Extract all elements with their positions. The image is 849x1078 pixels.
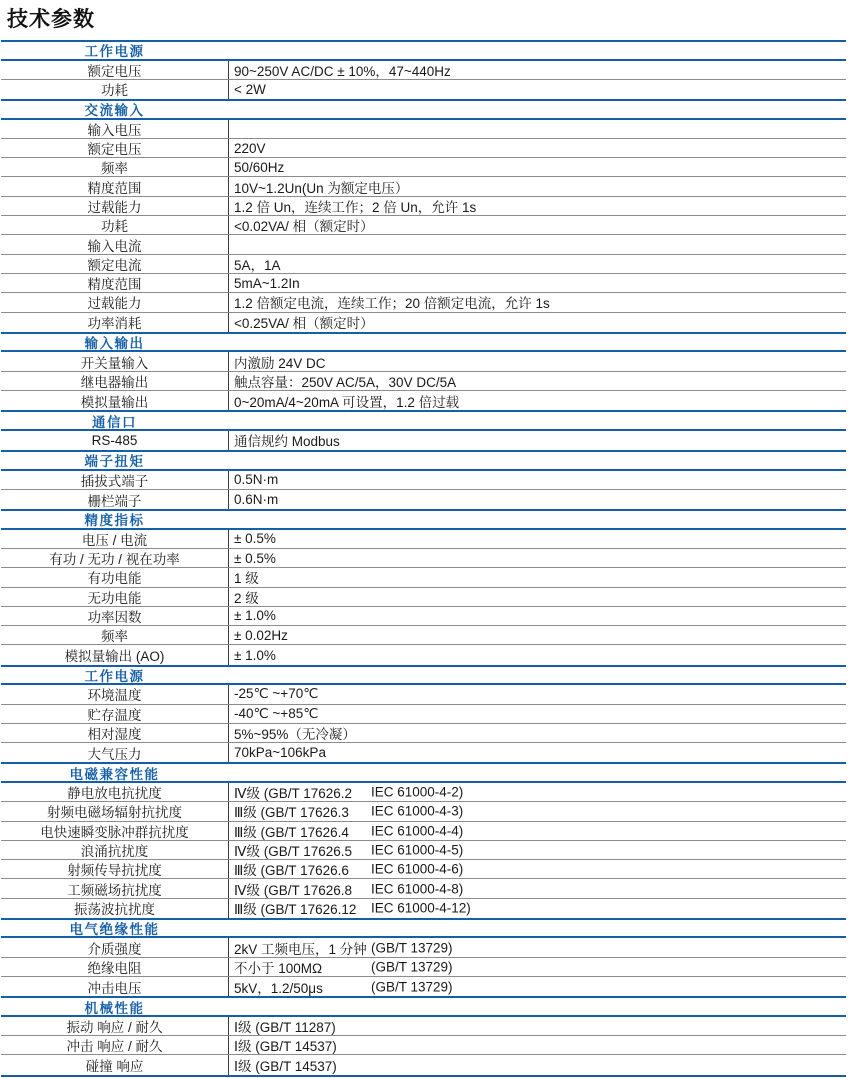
table-row	[1, 626, 846, 645]
param-value-text: <0.25VA/ 相（额定时）	[234, 316, 374, 332]
param-value	[228, 216, 846, 234]
param-label: 额定电压	[87, 63, 142, 79]
section-header: 交流输入	[84, 103, 145, 119]
table-row	[1, 841, 846, 860]
param-label: 过载能力	[87, 199, 142, 215]
param-value-standard-ref: (GB/T 13729)	[371, 940, 453, 956]
param-value	[228, 743, 846, 762]
param-value	[228, 158, 846, 176]
param-value-standard-ref: (GB/T 13729)	[371, 979, 453, 995]
param-label: 模拟量输出	[80, 394, 149, 410]
section-header-row	[1, 918, 846, 939]
param-label: 有功电能	[87, 571, 142, 587]
table-row	[1, 802, 846, 821]
section-header-row	[1, 40, 846, 61]
table-row	[1, 372, 846, 391]
spec-table	[1, 40, 846, 1077]
param-label: 射频传导抗扰度	[67, 863, 162, 879]
table-row	[1, 685, 846, 704]
param-value-text: ± 0.5%	[234, 550, 276, 566]
param-label: 冲击 响应 / 耐久	[66, 1039, 163, 1055]
param-value-standard-ref: IEC 61000-4-5)	[371, 842, 464, 858]
section-header-spacer	[228, 920, 846, 937]
table-row	[1, 293, 846, 312]
param-value	[228, 352, 846, 370]
table-row	[1, 549, 846, 568]
section-header-spacer	[228, 667, 846, 684]
param-value-text: 5mA~1.2In	[234, 275, 300, 291]
param-value-text: 0~20mA/4~20mA 可设置，1.2 倍过载	[234, 394, 460, 410]
table-row	[1, 197, 846, 216]
param-label: 栅栏端子	[87, 493, 142, 509]
param-label: 介质强度	[87, 941, 142, 957]
table-row	[1, 120, 846, 139]
param-value-text: 90~250V AC/DC ± 10%，47~440Hz	[234, 63, 451, 79]
param-label: 工频磁场抗扰度	[67, 882, 162, 898]
param-value	[228, 626, 846, 644]
table-row	[1, 1036, 846, 1055]
table-row	[1, 743, 846, 762]
table-row	[1, 899, 846, 918]
param-value	[228, 471, 846, 489]
table-row	[1, 705, 846, 724]
param-value-text: -40℃ ~+85℃	[234, 705, 319, 721]
section-header: 输入输出	[84, 336, 145, 352]
table-row	[1, 391, 846, 410]
table-row	[1, 938, 846, 957]
param-label: 冲击电压	[87, 980, 142, 996]
param-value-text: Ⅲ级 (GB/T 17626.12	[234, 902, 357, 918]
param-value-text: < 2W	[234, 81, 266, 97]
table-row	[1, 860, 846, 879]
section-header-row	[1, 762, 846, 783]
param-value	[228, 530, 846, 548]
section-header-spacer	[228, 334, 846, 351]
param-value-text: ± 0.5%	[234, 531, 276, 547]
section-header-spacer	[228, 42, 846, 59]
section-header-row	[1, 332, 846, 353]
param-label: 频率	[101, 629, 128, 645]
section-header: 工作电源	[84, 668, 145, 684]
param-label: 继电器输出	[80, 374, 149, 390]
table-row	[1, 158, 846, 177]
param-value	[228, 645, 846, 664]
table-row	[1, 645, 846, 664]
param-value-standard-ref: IEC 61000-4-12)	[371, 900, 471, 916]
param-value	[228, 139, 846, 157]
param-value	[228, 372, 846, 390]
param-value-text: 10V~1.2Un(Un 为额定电压）	[234, 180, 409, 196]
param-value	[228, 802, 846, 820]
section-header: 电磁兼容性能	[69, 766, 160, 782]
param-value	[228, 1055, 846, 1074]
table-row	[1, 80, 846, 99]
param-value-text: Ⅲ级 (GB/T 17626.6	[234, 863, 349, 879]
table-row	[1, 1017, 846, 1036]
param-value-text: 2 级	[234, 590, 259, 606]
section-header-spacer	[228, 764, 846, 781]
param-value-standard-ref: (GB/T 13729)	[371, 959, 453, 975]
table-row	[1, 783, 846, 802]
param-value	[228, 120, 846, 138]
param-value	[228, 977, 846, 996]
param-value-text: 220V	[234, 140, 266, 156]
section-header: 工作电源	[84, 44, 145, 60]
param-label: 开关量输入	[80, 355, 149, 371]
param-value	[228, 783, 846, 801]
table-row	[1, 977, 846, 996]
param-value-text: 50/60Hz	[234, 159, 285, 175]
param-value	[228, 705, 846, 723]
table-row	[1, 588, 846, 607]
param-value	[228, 80, 846, 99]
param-value-text: Ⅳ级 (GB/T 17626.8	[234, 882, 353, 898]
param-value-standard-ref: IEC 61000-4-3)	[371, 803, 464, 819]
param-value-text: Ⅲ级 (GB/T 17626.3	[234, 805, 349, 821]
table-row	[1, 255, 846, 274]
param-value-standard-ref: IEC 61000-4-6)	[371, 861, 464, 877]
param-label: 有功 / 无功 / 视在功率	[49, 552, 180, 568]
param-value	[228, 607, 846, 625]
param-value	[228, 391, 846, 410]
table-row	[1, 216, 846, 235]
param-label: 电快速瞬变脉冲群抗扰度	[40, 824, 189, 840]
param-value-text: 1.2 倍 Un，连续工作；2 倍 Un，允许 1s	[234, 199, 477, 215]
table-row	[1, 607, 846, 626]
param-value	[228, 938, 846, 956]
param-label: 功耗	[101, 219, 128, 235]
table-row	[1, 530, 846, 549]
param-label: 功率消耗	[87, 316, 142, 332]
param-value-text: 通信规约 Modbus	[234, 434, 340, 450]
param-value-standard-ref: IEC 61000-4-2)	[371, 784, 464, 800]
param-label: 贮存温度	[87, 707, 142, 723]
section-header: 通信口	[92, 414, 137, 430]
table-row	[1, 822, 846, 841]
param-label: 模拟量输出 (AO)	[64, 649, 165, 665]
param-value-text: -25℃ ~+70℃	[234, 686, 319, 702]
param-label: 相对湿度	[87, 726, 142, 742]
page-title: 技术参数	[7, 8, 95, 31]
param-label: 振荡波抗扰度	[74, 902, 155, 918]
section-header-spacer	[228, 511, 846, 528]
param-value-text: Ⅰ级 (GB/T 14537)	[234, 1059, 337, 1075]
table-row	[1, 177, 846, 196]
param-value-text: ± 1.0%	[234, 647, 276, 663]
table-row	[1, 879, 846, 898]
param-value	[228, 197, 846, 215]
param-value-text: Ⅳ级 (GB/T 17626.5	[234, 843, 353, 859]
param-label: 大气压力	[87, 746, 142, 762]
table-row	[1, 471, 846, 490]
param-value-text: 1.2 倍额定电流，连续工作；20 倍额定电流，允许 1s	[234, 296, 550, 312]
param-value	[228, 685, 846, 703]
param-value	[228, 588, 846, 606]
param-value-standard-ref: IEC 61000-4-8)	[371, 881, 464, 897]
param-value	[228, 1036, 846, 1054]
param-label: 环境温度	[87, 688, 142, 704]
param-label: 射频电磁场辐射抗扰度	[47, 805, 182, 821]
param-value-text: 2kV 工频电压，1 分钟	[234, 941, 367, 957]
param-value-text: Ⅲ级 (GB/T 17626.4	[234, 824, 349, 840]
param-value	[228, 860, 846, 878]
param-value-text: 0.5N·m	[234, 472, 279, 488]
param-label: 绝缘电阻	[87, 960, 142, 976]
param-label: 静电放电抗扰度	[67, 786, 162, 802]
param-label: 频率	[101, 161, 128, 177]
param-value	[228, 177, 846, 195]
section-header: 机械性能	[84, 1000, 145, 1016]
section-header: 精度指标	[84, 513, 145, 529]
param-value	[228, 235, 846, 253]
param-value	[228, 958, 846, 976]
table-row	[1, 958, 846, 977]
param-value	[228, 822, 846, 840]
param-value-text: Ⅰ级 (GB/T 14537)	[234, 1039, 337, 1055]
param-value-text: Ⅰ级 (GB/T 11287)	[234, 1020, 336, 1036]
param-value	[228, 899, 846, 918]
param-value-text: 0.6N·m	[234, 491, 279, 507]
param-label: 振动 响应 / 耐久	[66, 1020, 163, 1036]
param-value-text: 5%~95%（无冷凝）	[234, 726, 356, 742]
param-value	[228, 313, 846, 332]
table-row	[1, 235, 846, 254]
param-value-text: <0.02VA/ 相（额定时）	[234, 219, 374, 235]
section-header-row	[1, 99, 846, 120]
param-label: 输入电流	[87, 238, 142, 254]
param-value-standard-ref: IEC 61000-4-4)	[371, 823, 464, 839]
table-row	[1, 274, 846, 293]
param-value-text: 触点容量：250V AC/5A，30V DC/5A	[234, 374, 457, 390]
param-label: 精度范围	[87, 277, 142, 293]
param-label: 无功电能	[87, 590, 142, 606]
table-row	[1, 568, 846, 587]
table-row	[1, 431, 846, 450]
section-header-spacer	[228, 101, 846, 118]
param-value-text: 70kPa~106kPa	[234, 745, 326, 761]
param-label: 过载能力	[87, 296, 142, 312]
param-value-text: 5A，1A	[234, 257, 281, 273]
param-label: 精度范围	[87, 180, 142, 196]
param-value	[228, 549, 846, 567]
param-value	[228, 568, 846, 586]
param-label: 电压 / 电流	[81, 532, 148, 548]
section-header-spacer	[228, 998, 846, 1015]
param-value	[228, 61, 846, 79]
param-value	[228, 724, 846, 742]
param-value	[228, 841, 846, 859]
table-row	[1, 352, 846, 371]
section-header-spacer	[228, 412, 846, 429]
table-row	[1, 1055, 846, 1074]
param-value-text: 不小于 100MΩ	[234, 960, 323, 976]
param-label: 额定电流	[87, 257, 142, 273]
param-value-text: ± 1.0%	[234, 608, 276, 624]
param-value-text: 内激励 24V DC	[234, 355, 326, 371]
section-header-row	[1, 410, 846, 431]
param-value	[228, 490, 846, 509]
param-value	[228, 255, 846, 273]
table-row	[1, 61, 846, 80]
param-label: 额定电压	[87, 142, 142, 158]
param-label: 浪涌抗扰度	[80, 843, 149, 859]
param-value-text: 5kV，1.2/50μs	[234, 980, 323, 996]
table-row	[1, 490, 846, 509]
param-label: 输入电压	[87, 122, 142, 138]
section-header: 端子扭矩	[84, 454, 145, 470]
param-label: RS-485	[91, 432, 138, 448]
section-header-row	[1, 509, 846, 530]
param-value	[228, 431, 846, 450]
param-label: 插拔式端子	[80, 473, 149, 489]
table-row	[1, 313, 846, 332]
section-header-spacer	[228, 452, 846, 469]
param-value-text: 1 级	[234, 571, 259, 587]
table-row	[1, 139, 846, 158]
section-header-row	[1, 665, 846, 686]
param-label: 功率因数	[87, 609, 142, 625]
section-header-row	[1, 996, 846, 1017]
param-label: 功耗	[101, 83, 128, 99]
table-row	[1, 724, 846, 743]
param-value	[228, 1017, 846, 1035]
param-label: 碰撞 响应	[85, 1059, 144, 1075]
param-value	[228, 879, 846, 897]
param-value	[228, 293, 846, 311]
section-header: 电气绝缘性能	[69, 922, 160, 938]
param-value-text: ± 0.02Hz	[234, 627, 288, 643]
param-value-text: Ⅳ级 (GB/T 17626.2	[234, 786, 353, 802]
section-header-row	[1, 450, 846, 471]
param-value	[228, 274, 846, 292]
